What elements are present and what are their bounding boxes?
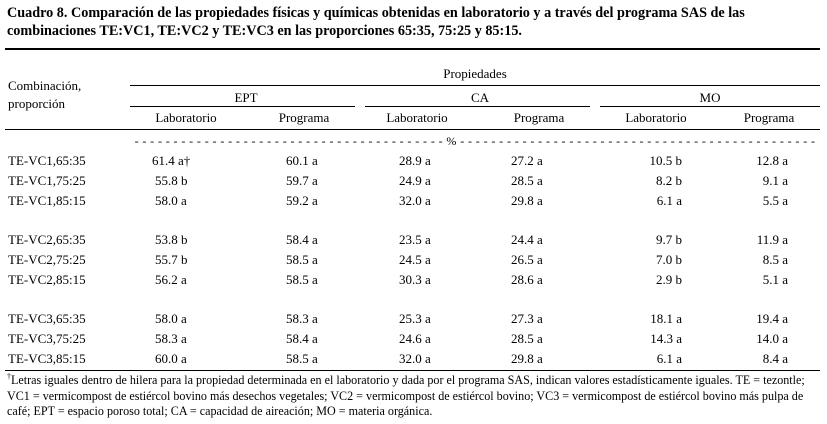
cell-ca-programa: 26.5 a (511, 252, 543, 267)
cell-ca-laboratorio: 30.3 a (399, 272, 431, 287)
subcol-ca-programa: Programa (513, 110, 565, 125)
cell-mo-laboratorio: 6.1 a (656, 193, 682, 208)
subcol-ept-laboratorio: Laboratorio (155, 110, 217, 125)
cell-mo-programa: 8.4 a (762, 351, 788, 366)
cell-mo-laboratorio: 9.7 b (656, 232, 682, 247)
subcol-mo-programa: Programa (743, 110, 795, 125)
row-label: TE-VC1,85:15 (8, 193, 86, 208)
header-bottom-rule (5, 129, 820, 130)
cell-ca-programa: 28.5 a (511, 173, 543, 188)
property-header-ca: CA (470, 90, 490, 105)
cell-ca-laboratorio: 32.0 a (399, 351, 431, 366)
cell-ca-programa: 28.5 a (511, 331, 543, 346)
property-header-mo: MO (699, 90, 721, 105)
cell-ept-laboratorio: 55.7 b (155, 252, 188, 267)
table-caption: Cuadro 8. Comparación de las propiedades físicas y químicas obtenidas en laboratorio y a través del programa SAS de las combinaciones TE:VC1, TE:VC2 y TE:VC3 en las proporciones 65:35, 75:25 y 85:15. (7, 5, 745, 39)
cell-ca-programa: 27.2 a (511, 153, 543, 168)
row-label: TE-VC2,65:35 (8, 232, 86, 247)
cell-ca-laboratorio: 24.9 a (399, 173, 431, 188)
row-label-header-line2: proporción (8, 96, 66, 111)
row-label: TE-VC1,65:35 (8, 153, 86, 168)
ept-rule (130, 106, 355, 107)
cell-mo-programa: 9.1 a (762, 173, 788, 188)
table-bottom-rule (5, 370, 820, 371)
row-label: TE-VC3,65:35 (8, 311, 86, 326)
cell-ca-programa: 29.8 a (511, 351, 543, 366)
propiedades-header: Propiedades (443, 66, 507, 81)
cell-mo-programa: 5.5 a (762, 193, 788, 208)
row-label: TE-VC2,75:25 (8, 252, 86, 267)
cell-ept-programa: 58.5 a (286, 272, 318, 287)
cell-ept-programa: 58.4 a (286, 331, 318, 346)
subcol-ca-laboratorio: Laboratorio (386, 110, 448, 125)
cell-ept-programa: 60.1 a (286, 153, 318, 168)
cell-value: 61.4 a† (152, 153, 191, 168)
cell-ept-laboratorio: 53.8 b (155, 232, 188, 247)
table-footnote (7, 373, 822, 420)
subcol-mo-laboratorio: Laboratorio (625, 110, 687, 125)
cell-ept-programa: 59.7 a (286, 173, 318, 188)
cell-mo-laboratorio: 7.0 b (656, 252, 682, 267)
cell-mo-programa: 11.9 a (756, 232, 788, 247)
cell-ca-programa: 24.4 a (511, 232, 543, 247)
cell-ept-laboratorio: 58.3 a (155, 331, 187, 346)
footnote-text: Letras iguales dentro de hilera para la propiedad determinada en el laboratorio y dada por el programa SAS, indican valores estadísticamente iguales. TE = tezontle; VC1 = vermicompost de estiércol bovino más desechos vegetales; VC2 = vermicompost de estiércol bovino; VC3 = vermicompost de estiércol bovino más pulpa de café; EPT = espacio poroso total; CA = capacidad de aireación; MO = materia orgánica. (7, 373, 805, 418)
cell-mo-laboratorio: 2.9 b (656, 272, 682, 287)
table-top-rule (5, 48, 820, 50)
cell-ept-laboratorio: 58.0 a (155, 193, 187, 208)
propiedades-rule (130, 85, 820, 86)
row-label: TE-VC3,85:15 (8, 351, 86, 366)
cell-ca-programa: 29.8 a (511, 193, 543, 208)
cell-mo-laboratorio: 10.5 b (649, 153, 682, 168)
property-header-ept: EPT (234, 90, 258, 105)
cell-ept-laboratorio: 58.0 a (155, 311, 187, 326)
cell-ept-laboratorio: 55.8 b (155, 173, 188, 188)
cell-ept-programa: 59.2 a (286, 193, 318, 208)
cell-mo-programa: 19.4 a (756, 311, 788, 326)
cell-mo-programa: 5.1 a (762, 272, 788, 287)
cell-ept-laboratorio (152, 153, 190, 169)
cell-ca-laboratorio: 24.5 a (399, 252, 431, 267)
cell-ept-programa: 58.3 a (286, 311, 318, 326)
row-label: TE-VC2,85:15 (8, 272, 86, 287)
cell-ca-laboratorio: 32.0 a (399, 193, 431, 208)
cell-ca-laboratorio: 28.9 a (399, 153, 431, 168)
ca-rule (365, 106, 590, 107)
cell-mo-laboratorio: 6.1 a (656, 351, 682, 366)
cell-ept-programa: 58.5 a (286, 351, 318, 366)
row-label-header-line1: Combinación, (8, 78, 82, 93)
cell-mo-laboratorio: 8.2 b (656, 173, 682, 188)
subcol-ept-programa: Programa (278, 110, 330, 125)
cell-mo-programa: 8.5 a (762, 252, 788, 267)
footnote-marker: † (7, 372, 11, 381)
row-label: TE-VC3,75:25 (8, 331, 86, 346)
cell-ca-laboratorio: 24.6 a (399, 331, 431, 346)
cell-ca-laboratorio: 25.3 a (399, 311, 431, 326)
cell-ca-programa: 27.3 a (511, 311, 543, 326)
cell-ca-programa: 28.6 a (511, 272, 543, 287)
cell-ept-programa: 58.4 a (286, 232, 318, 247)
cell-mo-laboratorio: 18.1 a (650, 311, 682, 326)
cell-ept-laboratorio: 60.0 a (155, 351, 187, 366)
cell-ept-programa: 58.5 a (286, 252, 318, 267)
cell-mo-laboratorio: 14.3 a (650, 331, 682, 346)
cell-ca-laboratorio: 23.5 a (399, 232, 431, 247)
cell-mo-programa: 12.8 a (756, 153, 788, 168)
mo-rule (600, 106, 820, 107)
row-label: TE-VC1,75:25 (8, 173, 86, 188)
cell-mo-programa: 14.0 a (756, 331, 788, 346)
units-row: - - - - - - - - - - - - - - - - - - - - - - - - - - - - - - - - - - - - - - - - % - - - - - - - - - - - - - - - - - - - - - - - - - - - - - - - - - - - - - - - - - - - - - - (134, 134, 816, 148)
cell-ept-laboratorio: 56.2 a (155, 272, 187, 287)
